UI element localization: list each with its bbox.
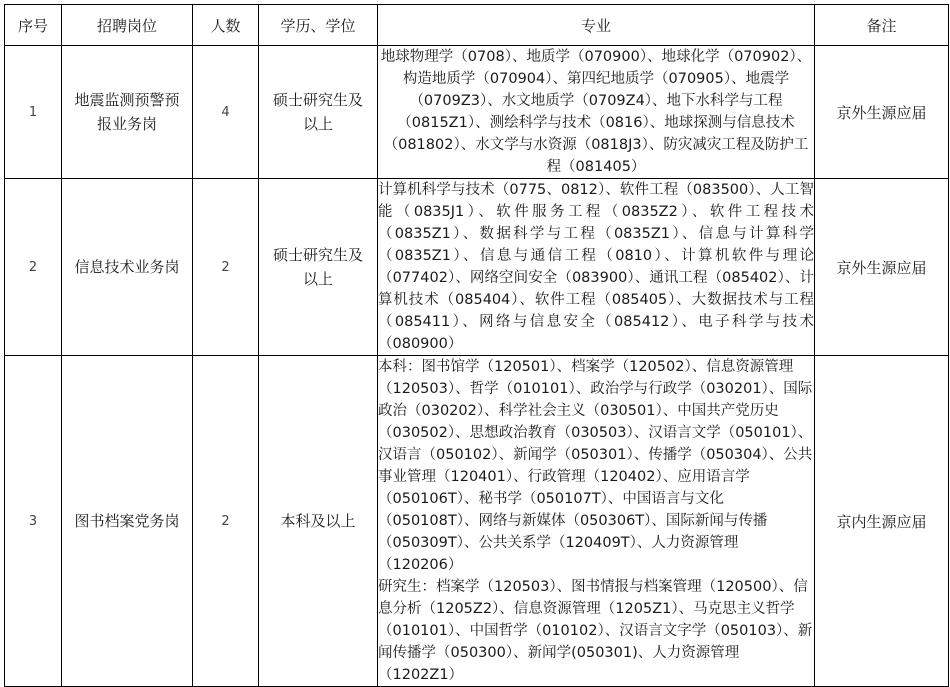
- row-position: 图书档案党务岗: [62, 356, 193, 687]
- header-education: 学历、学位: [259, 5, 378, 46]
- header-count: 人数: [193, 5, 259, 46]
- row-position: 信息技术业务岗: [62, 179, 193, 356]
- row-count: 4: [193, 46, 259, 179]
- row-seq: 2: [5, 179, 62, 356]
- row-education: [259, 46, 378, 179]
- table-row: [5, 46, 949, 179]
- header-position: 招聘岗位: [62, 5, 193, 46]
- table-row: [5, 179, 949, 356]
- row-education-text: 硕士研究生及以上: [273, 246, 364, 288]
- header-major: 专业: [378, 5, 815, 46]
- row-count: 2: [193, 356, 259, 687]
- header-seq: 序号: [5, 5, 62, 46]
- header-remark: 备注: [815, 5, 949, 46]
- row-remark: 京外生源应届: [815, 179, 949, 356]
- row-education: 本科及以上: [259, 356, 378, 687]
- row-count: 2: [193, 179, 259, 356]
- recruitment-table: [4, 4, 949, 687]
- row-major: [378, 356, 815, 687]
- row-remark: 京内生源应届: [815, 356, 949, 687]
- row-major-undergrad: 本科：图书馆学（120501）、档案学（120502）、信息资源管理（120503）、哲学（010101）、政治学与行政学（030201）、国际政治（030202）、科学社会主义（030501）、中国共产党历史（030502）、思想政治教育（030503）、汉语言文学（050101）、汉语言（050102）、新闻学（050301）、传播学（050304）、公共事业管理（120401）、行政管理（120402）、应用语言学（050106T）、秘书学（050107T）、中国语言与文化（050108T）、网络与新媒体（050306T）、国际新闻与传播（050309T）、公共关系学（120409T）、人力资源管理（120206）: [378, 359, 813, 573]
- row-position-text: 地震监测预警预报业务岗: [74, 91, 180, 133]
- row-major-grad: 研究生：档案学（120503）、图书情报与档案管理（120500）、信息分析（1205Z2）、信息资源管理（1205Z1）、马克思主义哲学（010101）、中国哲学（010102）、汉语言文字学（050103）、新闻传播学（050300）、新闻学(050301)、人力资源管理（1202Z1）: [378, 579, 813, 683]
- row-education-text: 硕士研究生及以上: [273, 91, 364, 133]
- row-major-text: 地球物理学（0708）、地质学（070900）、地球化学（070902）、构造地质学（070904）、第四纪地质学（070905）、地震学（0709Z3）、水文地质学（0709Z4）、地下水科学与工程（0815Z1）、测绘科学与技术（0816）、地球探测与信息技术（081802）、水文学与水资源（0818J3）、防灾减灾工程及防护工程（081405）: [380, 49, 812, 175]
- row-major: [378, 46, 815, 179]
- table-header-row: [5, 5, 949, 46]
- table-row: [5, 356, 949, 687]
- row-remark: 京外生源应届: [815, 46, 949, 179]
- row-education: [259, 179, 378, 356]
- row-major-text: 计算机科学与技术（0775、0812）、软件工程（083500）、人工智能（0835J1）、软件服务工程（0835Z2）、软件工程技术（0835Z1）、数据科学与工程（0835Z1）、信息与计算科学（0835Z1）、信息与通信工程（0810）、计算机软件与理论（077402）、网络空间安全（083900）、通讯工程（085402）、计算机技术（085404）、软件工程（085405）、大数据技术与工程（085411）、网络与信息安全（085412）、电子科学与技术（080900）: [378, 182, 814, 352]
- row-seq: 3: [5, 356, 62, 687]
- row-position: [62, 46, 193, 179]
- row-major: [378, 179, 815, 356]
- row-seq: 1: [5, 46, 62, 179]
